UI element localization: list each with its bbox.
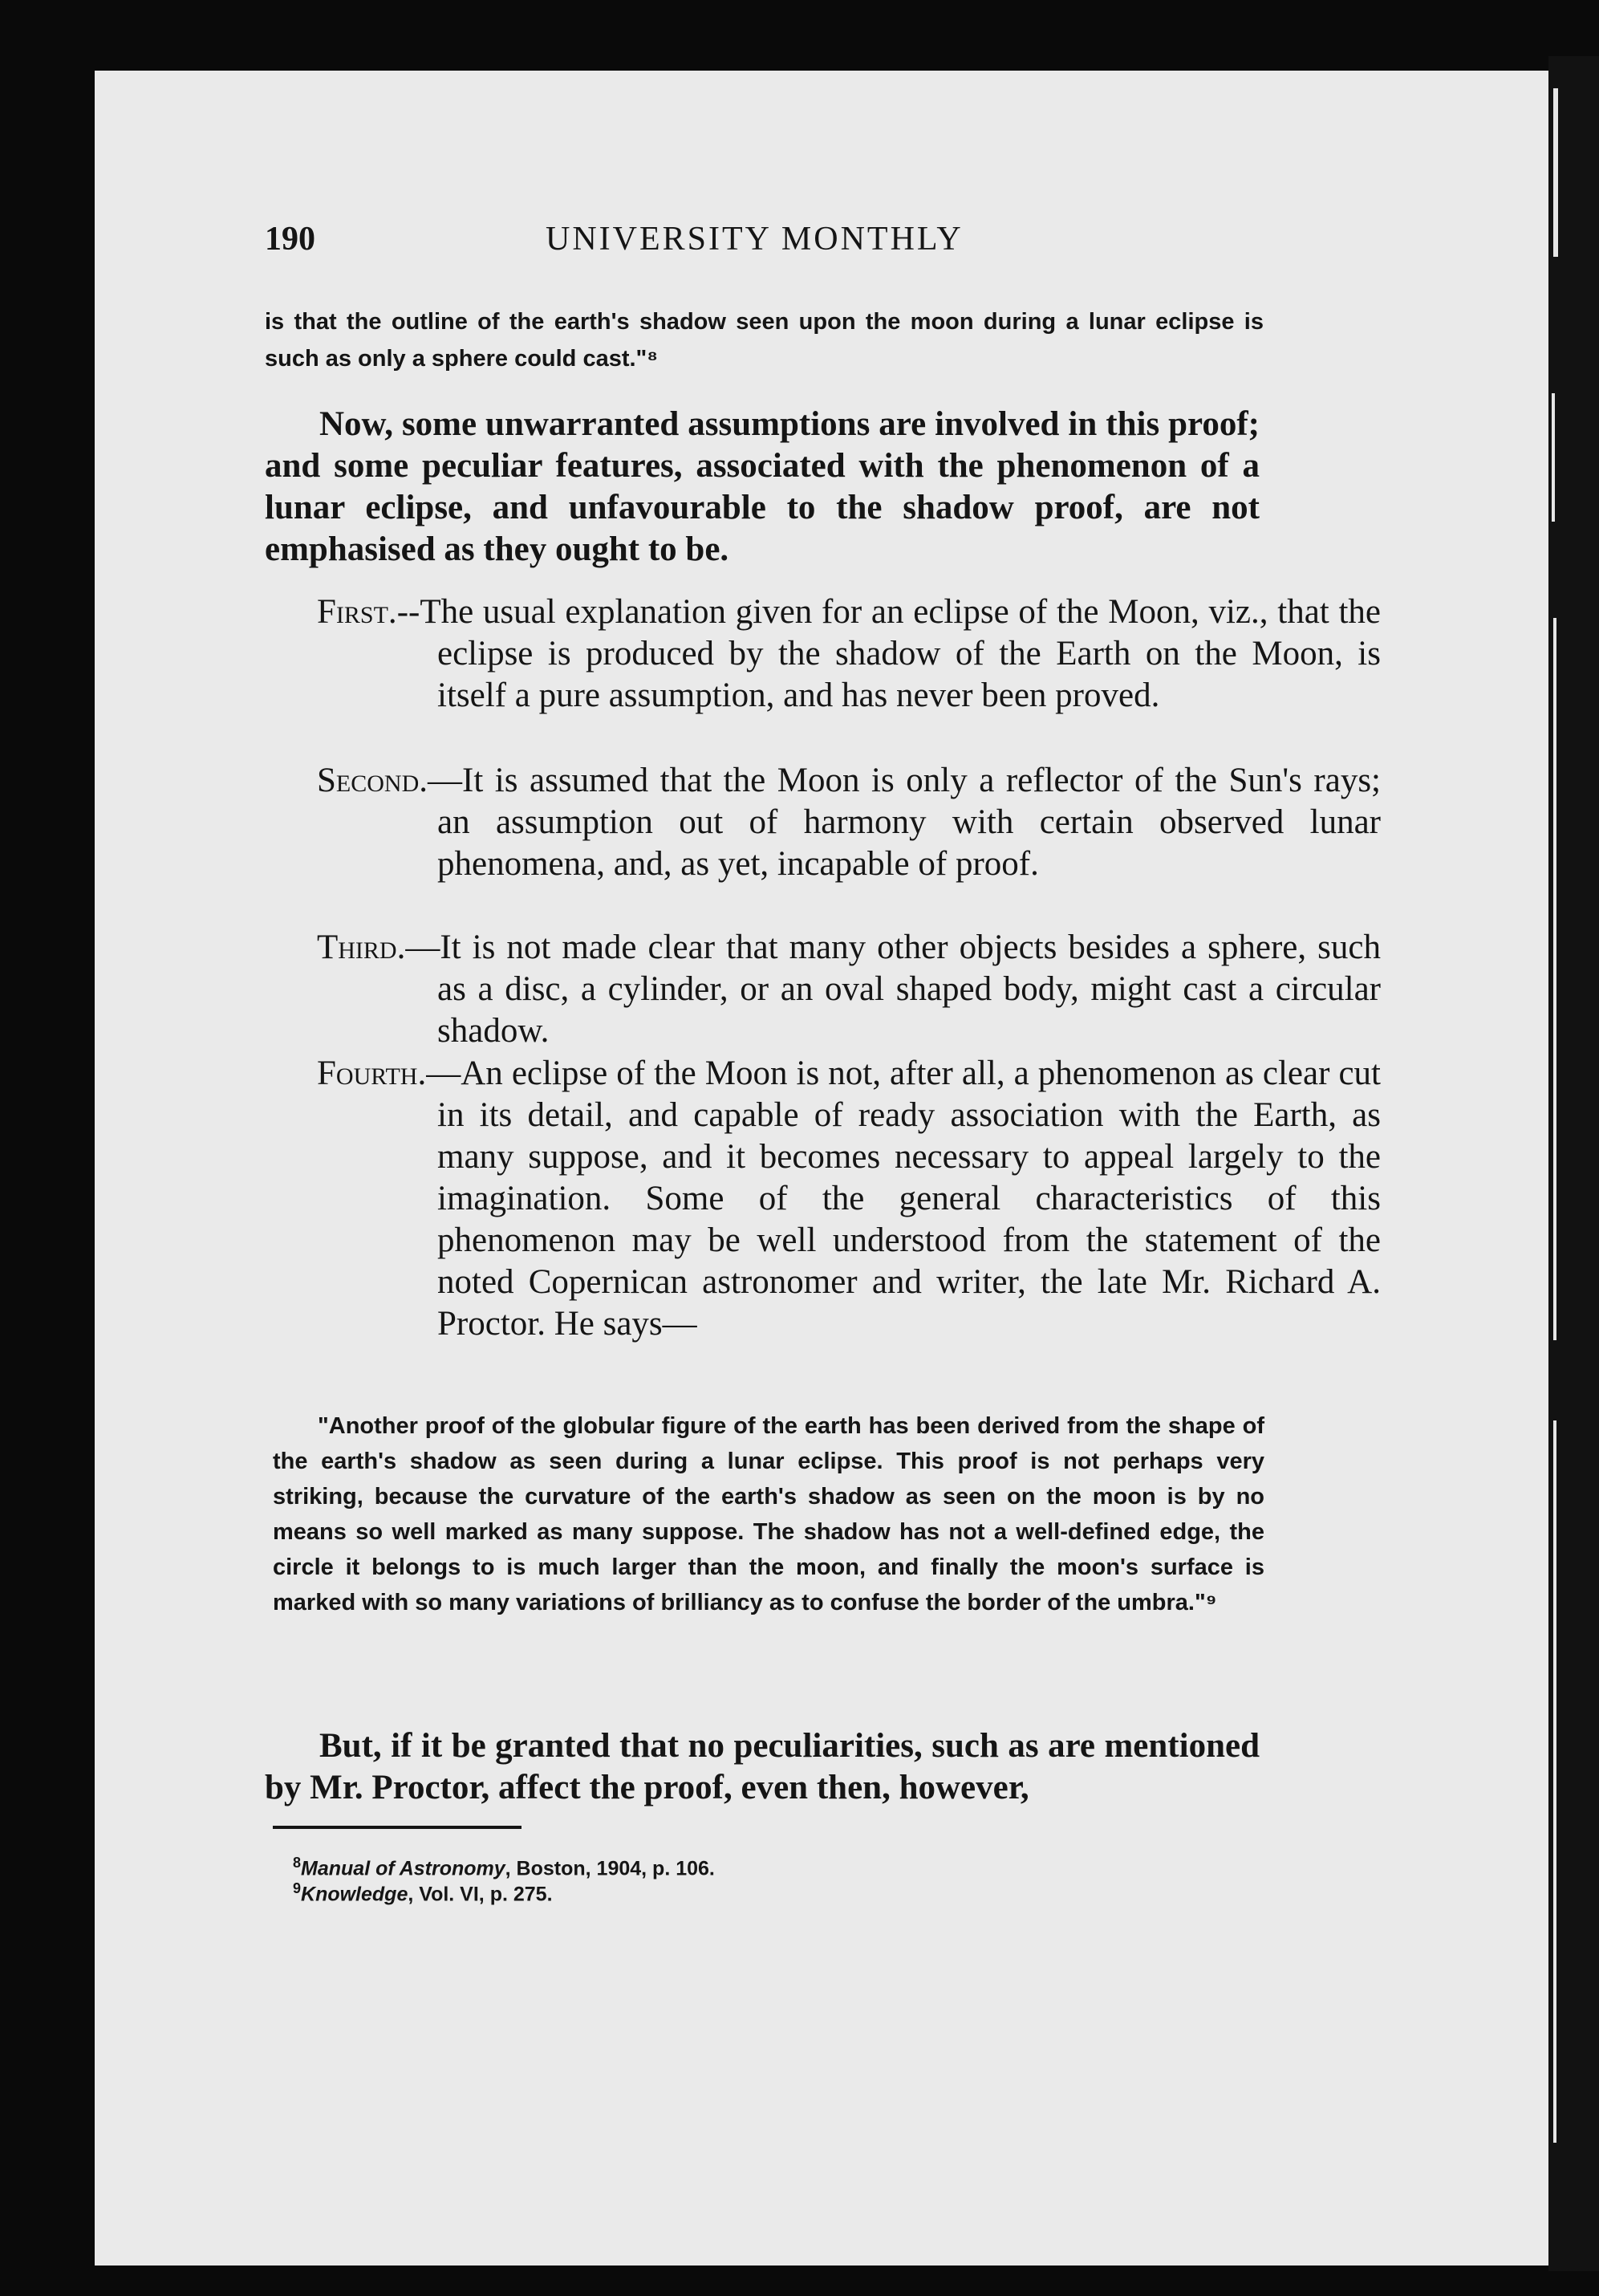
footnote-rest: , Vol. VI, p. 275. [408, 1883, 553, 1906]
list-item-third [317, 927, 1381, 1052]
running-head [265, 220, 1268, 268]
edge-mark [1553, 618, 1556, 1340]
list-item-first [317, 591, 1381, 717]
footnote-title: Manual of Astronomy [301, 1857, 505, 1880]
edge-mark [1553, 1420, 1556, 2143]
item-label: Second. [317, 762, 428, 799]
list-item-fourth [317, 1053, 1381, 1345]
item-text: --The usual explanation given for an eclipse of the Moon, viz., that the eclipse is produced by the shadow of the Earth on the Moon, is itself a pure assumption, and has never been proved. [396, 593, 1381, 714]
edge-mark [1553, 88, 1558, 257]
edge-mark [1552, 393, 1555, 522]
item-label: Fourth. [317, 1055, 427, 1092]
footnote-9 [293, 1876, 553, 1906]
item-label: Third. [317, 929, 406, 966]
item-text: —An eclipse of the Moon is not, after all, a phenomenon as clear cut in its detail, and capable of ready association with the Earth, as many suppose, and it becomes necessary to appeal largely to the imagination. Some of the general characteristics of this phenomenon may be well understood from the statement of the noted Copernican astronomer and writer, the late Mr. Richard A. Proctor. He says— [426, 1055, 1381, 1343]
intro-paragraph: Now, some unwarranted assumptions are involved in this proof; and some peculiar features, associated with the phenomenon of a lunar eclipse, and unfavourable to the shadow proof, are not emphasised as they ought to be. [265, 405, 1260, 568]
list-item-second [317, 760, 1381, 885]
footnote-title: Knowledge [301, 1883, 408, 1906]
footnote-rest: , Boston, 1904, p. 106. [505, 1857, 715, 1880]
continuation-paragraph: is that the outline of the earth's shadow seen upon the moon during a lunar eclipse is such as only a sphere could cast."⁸ [265, 309, 1264, 372]
running-title: UNIVERSITY MONTHLY [546, 221, 964, 258]
footnote-mark: 9 [293, 1880, 302, 1896]
page-number: 190 [265, 221, 315, 258]
footnote-mark: 8 [293, 1855, 302, 1871]
item-label: First. [317, 593, 397, 631]
adjacent-page-edge [1548, 56, 1599, 2271]
footnote-rule [273, 1826, 522, 1829]
block-quote: "Another proof of the globular figure of the earth has been derived from the shape of the earth's shadow as seen during a lunar eclipse. This proof is not perhaps very striking, because the curvature of the earth's shadow as seen on the moon is by no means so well marked as many suppose. The shadow has not a well-defined edge, the circle it belongs to is much larger than the moon, and finally the moon's surface is marked with so many variations of brilliancy as to confuse the border of the umbra."⁹ [273, 1413, 1264, 1615]
item-text: —It is not made clear that many other objects besides a sphere, such as a disc, a cylinder, or an oval shaped body, might cast a circular shadow. [405, 929, 1381, 1050]
closing-paragraph: But, if it be granted that no peculiarities, such as are mentioned by Mr. Proctor, affect the proof, even then, however, [265, 1727, 1260, 1806]
item-text: —It is assumed that the Moon is only a reflector of the Sun's rays; an assumption out of harmony with certain observed lunar phenomena, and, as yet, incapable of proof. [428, 762, 1381, 883]
